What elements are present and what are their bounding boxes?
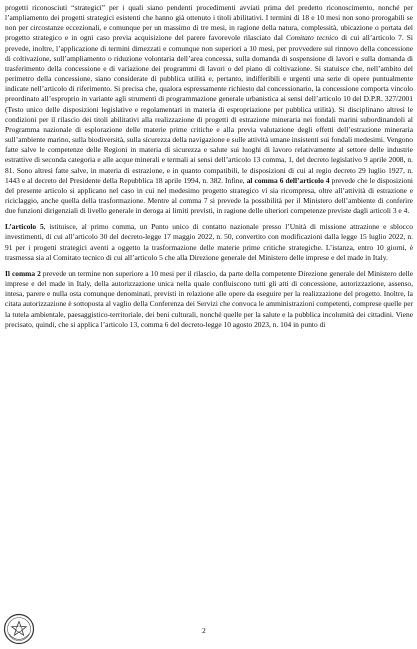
text-run: Il comma 2 [5, 268, 41, 278]
page-number: 2 [202, 626, 206, 635]
paragraph-3 [5, 269, 413, 330]
text-run: progetti riconosciuti “strategici” per i quali siano pendenti procedimenti avviati prima del predetto riconoscimento, nonché per l’ampliamento dei progetti strategici esistenti che hanno già ottenuto i titoli abilitativi. I termini di 18 e 10 mesi non sono prorogabili se non per circostanze eccezionali, e comunque per un massimo di tre mesi, in ragione della natura, complessità, ubicazione o portata del progetto strategico e in ogni caso previa acquisizione del parere favorevole rilasciato dal [5, 3, 413, 43]
text-run: al comma 6 dell’articolo 4 [246, 175, 330, 185]
paragraph-2 [5, 222, 413, 263]
text-run: Comitato tecnico [285, 33, 339, 43]
text-run: prevede che le disposizioni del presente articolo si applicano nel caso in cui nel medesimo progetto strategico vi sia ricompresa, oltre all’attività di estrazione e riciclaggio, anche quella della trasformazione. Mentre al comma 7 si prevede la possibilità per il Ministero dell’ambiente di conferire due funzioni dirigenziali di livello generale in deroga ai limiti previsti, in ragione delle ulteriori competenze previste dagli articoli 3 e 4. [5, 175, 413, 216]
paragraph-1 [5, 3, 413, 216]
text-run: prevede un termine non superiore a 10 mesi per il rilascio, da parte della competente Direzione generale del Ministero delle imprese e del made in Italy, della autorizzazione unica nella quale confluiscono tutti gli atti di concessione, autorizzazione, assenso, intesa, parere e nulla osta comunque denominati, previsti in relazione alle opere da eseguire per la realizzazione del progetto. Inoltre, la citata autorizzazione è sottoposta al vaglio della Conferenza dei Servizi che convoca le amministrazioni competenti, comprese quelle per la tutela ambientale, paesaggistico-territoriale, dei beni culturali, nonché quelle per la salute e la pubblica incolumità dei cittadini. Viene precisato, quindi, che si applica l’articolo 13, comma 6 del decreto-legge 10 agosto 2023, n. 104 in punto di [5, 268, 413, 329]
document-body [5, 3, 413, 330]
text-run: di cui all’articolo 7. Si prevede, inoltre, l’applicazione di termini dimezzati e comunque non superiori a 10 mesi, per provvedere sul rinnovo della concessione di coltivazione, sull’ampliamento o riduzione volontaria dell’area concessa, sulla domanda di sospensione di lavori e sulla domanda di trasferimento della concessione e di variazione dei programmi di lavori o del piano di coltivazione. Si statuisce che, nell’ambito del perimetro della concessione, siano considerate di pubblica utilità e, pertanto, indifferibili e urgenti una serie di opere puntualmente indicate nell’articolo di riferimento. Si precisa che, qualora espressamente richiesto dal concessionario, la concessione comporta vincolo preordinato all’esproprio in variante agli strumenti di programmazione generale urbanistica ai sensi dell’articolo 10 del D.P.R. 327/2001 (Testo unico delle disposizioni legislative e regolamentari in materia di espropriazione per pubblica utilità). Si disciplinano altresì le condizioni per il rilascio dei titoli abilitativi alla realizzazione di progetti di estrazione mineraria nei fondali marini subordinandoli al Programma nazionale di esplorazione delle materie prime critiche e alla previa valutazione degli effetti dell’estrazione mineraria sull’ambiente marino, sulla biodiversità, sulla sicurezza della navigazione e sulle attività umane insistenti sui fondali medesimi. Vengono fatte salve le competenze delle Regioni in materia di sicurezza e salute sui luoghi di lavoro relativamente al settore delle industrie estrattive di seconda categoria e alle acque minerali e termali ai sensi dell’articolo 13 comma, 1, del decreto legislativo 9 aprile 2008, n. 81. Sono altresì fatte salve, in materia di estrazione, e in quanto compatibili, le disposizioni di cui al regio decreto 29 luglio 1927, n. 1443 e al decreto del Presidente della Repubblica 18 aprile 1994, n. 382. Infine, [5, 33, 413, 185]
text-run: , istituisce, al primo comma, un Punto unico di contatto nazionale presso l’Unità di missione attrazione e sblocco investimenti, di cui all’articolo 30 del decreto-legge 17 maggio 2022, n. 50, convertito con modificazioni dalla legge 15 luglio 2022, n. 91 per i progetti strategici aventi a oggetto la trasformazione delle materie prime critiche strategiche. L’istanza, entro 10 giorni, è trasmessa sia al Comitato tecnico di cui all’articolo 5 che alla Direzione generale del Ministero delle imprese e del made in Italy. [5, 222, 413, 262]
republic-seal-icon [3, 613, 35, 645]
text-run: L’articolo 5 [5, 222, 44, 232]
